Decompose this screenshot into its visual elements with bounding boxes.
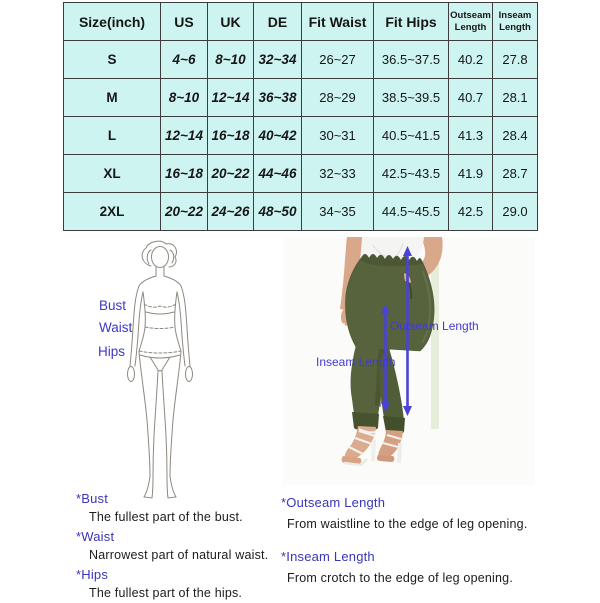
fit-waist-cell: 26~27	[302, 41, 374, 79]
outseam-cell: 41.3	[449, 117, 493, 155]
fit-hips-cell: 36.5~37.5	[374, 41, 449, 79]
col-header-fit-waist: Fit Waist	[302, 3, 374, 41]
fit-waist-cell: 32~33	[302, 155, 374, 193]
fit-hips-cell: 42.5~43.5	[374, 155, 449, 193]
note-title-inseam: *Inseam Length	[281, 549, 375, 564]
fit-waist-cell: 30~31	[302, 117, 374, 155]
inseam-cell: 27.8	[493, 41, 538, 79]
size-cell: S	[64, 41, 161, 79]
inseam-cell: 28.4	[493, 117, 538, 155]
col-header-inseam: Inseam Length	[493, 3, 538, 41]
notes-left-column	[76, 489, 311, 603]
figure-label-waist: Waist	[99, 320, 133, 335]
uk-cell: 20~22	[208, 155, 254, 193]
us-cell: 16~18	[161, 155, 208, 193]
uk-cell: 12~14	[208, 79, 254, 117]
de-cell: 40~42	[254, 117, 302, 155]
table-header-row	[64, 3, 538, 41]
note-desc-bust: The fullest part of the bust.	[89, 510, 243, 524]
figure-label-bust: Bust	[99, 298, 127, 313]
photo-label-outseam: Outseam Length	[390, 319, 479, 333]
outseam-cell: 41.9	[449, 155, 493, 193]
col-header-size: Size(inch)	[64, 3, 161, 41]
us-cell: 12~14	[161, 117, 208, 155]
size-cell: 2XL	[64, 193, 161, 231]
size-cell: M	[64, 79, 161, 117]
pants-hips	[345, 258, 434, 351]
table-row-l	[64, 117, 538, 155]
fit-waist-cell: 28~29	[302, 79, 374, 117]
us-cell: 4~6	[161, 41, 208, 79]
size-cell: XL	[64, 155, 161, 193]
photo-label-inseam: Inseam Length	[316, 355, 396, 369]
col-header-de: DE	[254, 3, 302, 41]
uk-cell: 8~10	[208, 41, 254, 79]
fit-hips-cell: 38.5~39.5	[374, 79, 449, 117]
de-cell: 36~38	[254, 79, 302, 117]
note-title-hips: *Hips	[76, 567, 109, 582]
inseam-cell: 28.1	[493, 79, 538, 117]
table-row-m	[64, 79, 538, 117]
size-cell: L	[64, 117, 161, 155]
us-cell: 8~10	[161, 79, 208, 117]
note-desc-inseam: From crotch to the edge of leg opening.	[287, 571, 513, 585]
note-title-waist: *Waist	[76, 529, 115, 544]
notes-right-column	[281, 493, 581, 589]
figure-head	[152, 247, 169, 268]
col-header-us: US	[161, 3, 208, 41]
col-header-uk: UK	[208, 3, 254, 41]
inseam-cell: 29.0	[493, 193, 538, 231]
us-cell: 20~22	[161, 193, 208, 231]
inseam-cell: 28.7	[493, 155, 538, 193]
note-desc-hips: The fullest part of the hips.	[89, 586, 243, 600]
table-row-s	[64, 41, 538, 79]
fit-waist-cell: 34~35	[302, 193, 374, 231]
outseam-cell: 40.7	[449, 79, 493, 117]
de-cell: 32~34	[254, 41, 302, 79]
de-cell: 44~46	[254, 155, 302, 193]
table-row-2xl	[64, 193, 538, 231]
figure-hair	[142, 241, 176, 267]
uk-cell: 16~18	[208, 117, 254, 155]
figure-label-hips: Hips	[98, 344, 126, 359]
fit-hips-cell: 44.5~45.5	[374, 193, 449, 231]
note-desc-outseam: From waistline to the edge of leg opening.	[287, 517, 528, 531]
col-header-outseam: Outseam Length	[449, 3, 493, 41]
de-cell: 48~50	[254, 193, 302, 231]
fit-hips-cell: 40.5~41.5	[374, 117, 449, 155]
note-title-bust: *Bust	[76, 491, 109, 506]
col-header-fit-hips: Fit Hips	[374, 3, 449, 41]
outseam-cell: 42.5	[449, 193, 493, 231]
table-row-xl	[64, 155, 538, 193]
outseam-cell: 40.2	[449, 41, 493, 79]
uk-cell: 24~26	[208, 193, 254, 231]
body-measure-figure-illustration	[123, 240, 203, 508]
note-title-outseam: *Outseam Length	[281, 495, 386, 510]
size-chart-table	[63, 2, 538, 231]
note-desc-waist: Narrowest part of natural waist.	[89, 548, 269, 562]
